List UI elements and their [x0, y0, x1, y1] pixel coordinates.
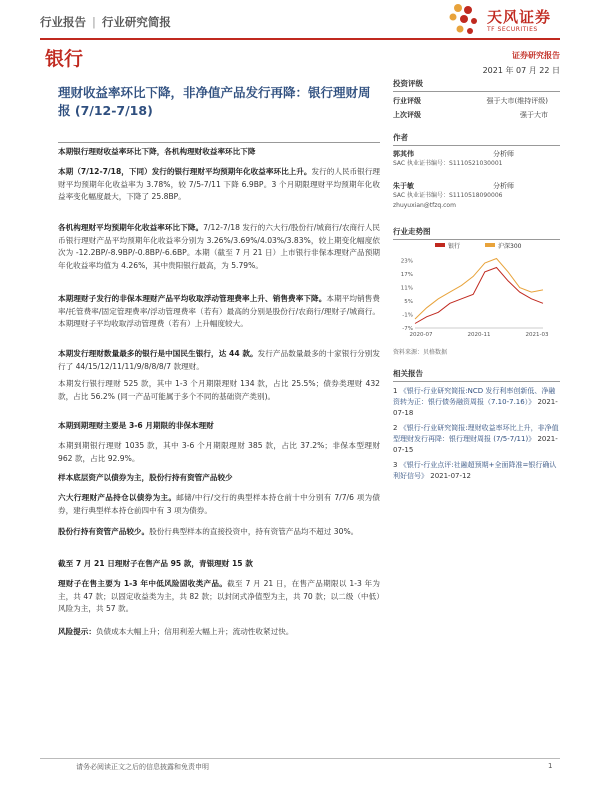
- category-label: 行业报告: [40, 15, 86, 29]
- related-report-item[interactable]: [393, 386, 560, 419]
- analyst-id: SAC 执业证书编号：S1110518090006: [393, 192, 503, 199]
- header-divider: [40, 38, 560, 40]
- related-report-title[interactable]: 《银行-行业研究简报:理财收益率环比上升，非净值型理财发行再降：银行理财周报 (7/5-7/11)》: [393, 424, 559, 443]
- logo-text: 天风证券: [487, 8, 552, 26]
- y-tick-label: 11%: [400, 285, 413, 292]
- subcategory-label: 行业研究简报: [101, 15, 171, 29]
- related-report-date: 2021-07-18: [393, 398, 558, 417]
- legend-label: 沪深300: [498, 243, 522, 250]
- y-tick-label: 5%: [404, 299, 413, 306]
- paragraph-text: 邮储/中行/交行的典型样本持仓前十中分别有 7/7/6 项为债券，建行典型样本持仓前四中有 3 项为债券。: [58, 493, 381, 515]
- page-number: 1: [548, 762, 553, 770]
- logo-subtext: TF SECURITIES: [487, 26, 538, 33]
- x-tick-label: 2020-11: [467, 332, 491, 338]
- series-line: [415, 259, 543, 320]
- paragraph-bold: 风险提示：: [58, 627, 96, 636]
- section-subheading: [58, 420, 380, 433]
- body-top-rule: [58, 142, 380, 143]
- related-report-item[interactable]: [393, 423, 560, 456]
- paragraph-text: 负债成本大幅上升；信用利差大幅上升；流动性收紧过快。: [95, 627, 294, 636]
- industry-rating-value: 强于大市(维持评级): [486, 97, 548, 105]
- paragraph-text: 发行产品数量最多的十家银行分别发行了 44/15/12/11/11/9/8/8/8/7 款理财。: [58, 349, 380, 371]
- body-paragraph: [58, 492, 380, 517]
- analyst-name: 郭其伟: [393, 150, 414, 158]
- legend-swatch: [435, 243, 445, 247]
- analyst-entry: [393, 149, 560, 169]
- related-reports-panel: [393, 368, 560, 486]
- body-paragraph: [58, 578, 380, 616]
- section-subheading: [58, 472, 380, 485]
- body-paragraph: [58, 378, 380, 403]
- related-report-number: 2: [393, 424, 398, 432]
- y-tick-label: -7%: [402, 326, 413, 332]
- analyst-entry: [393, 181, 560, 211]
- paragraph-bold: 样本底层资产以债券为主，股份行持有资管产品较少: [58, 473, 233, 482]
- x-tick-label: 2020-07: [409, 332, 433, 338]
- analyst-email[interactable]: zhuyuxian@tfzq.com: [393, 202, 456, 209]
- paragraph-text: 7/12-7/18 发行的六大行/股份行/城商行/农商行人民币银行理财产品平均预期年化收益率分别为 3.26%/3.69%/4.03%/3.83%，较上期变化幅度依次为 -12.2BP/-8.9BP/-0.8BP/-6.6BP。本期（截至 7 月 21 日）上市银行非保本理财产品预期年化收益率均值为 4.26%，其中贵阳银行最高，为 5.79%。: [58, 223, 381, 270]
- x-tick-label: 2021-03: [525, 332, 549, 338]
- analyst-name: 朱于敏: [393, 182, 414, 190]
- section-subheading: [58, 558, 380, 571]
- chart-source: 资料来源：贝格数据: [393, 349, 448, 356]
- category-separator: |: [92, 15, 96, 29]
- last-rating-label: 上次评级: [393, 111, 421, 119]
- related-heading: 相关报告: [393, 368, 560, 382]
- paragraph-text: 本期发行银行理财 525 款，其中 1-3 个月期限理财 134 款，占比 25.5%；债券类理财 432 款，占比 56.2% (同一产品可能属于多个不同的基础资产类别)。: [58, 379, 380, 401]
- section-title: 银行: [45, 48, 84, 70]
- authors-panel: [393, 132, 560, 211]
- paragraph-text: 截至 7 月 21 日，在售产品期限以 1-3 年为主，共 47 款；以固定收益类为主，共 82 款；以封闭式净值型为主，共 70 款；以二级（中低）风险为主，共 57 款。: [58, 579, 380, 613]
- related-report-number: 1: [393, 387, 398, 395]
- paragraph-text: 股份行典型样本的直接投资中，持有资管产品均不超过 30%。: [149, 527, 359, 536]
- report-category: [40, 14, 171, 30]
- paragraph-bold: 截至 7 月 21 日理财子在售产品 95 款，青银理财 15 款: [58, 559, 253, 568]
- related-report-title[interactable]: 《银行-行业研究简报:NCD 发行利率创新低、净融资转为正：银行债务融资周报（7.10-7.16）》: [393, 387, 556, 406]
- legend-label: 银行: [448, 243, 461, 250]
- paragraph-text: 发行的人民币银行理财平均预期年化收益率为 3.78%，较 7/5-7/11 下降 6.9BP。3 个月期限理财平均预期年化收益率变化幅度最大，下降了 25.8BP。: [58, 167, 380, 201]
- related-report-number: 3: [393, 461, 398, 469]
- authors-heading: 作者: [393, 132, 560, 146]
- chart-panel: [393, 226, 560, 240]
- y-tick-label: 17%: [400, 272, 413, 279]
- paragraph-bold: 理财子在售主要为 1-3 年中低风险固收类产品。: [58, 579, 228, 588]
- chart-heading: 行业走势图: [393, 226, 560, 240]
- analyst-role: 分析师: [493, 182, 514, 190]
- analyst-id: SAC 执业证书编号：S1110521030001: [393, 160, 503, 167]
- body-paragraph: [58, 293, 380, 331]
- last-rating-row: [393, 108, 560, 122]
- footer-divider: [40, 758, 560, 759]
- legend-swatch: [485, 243, 495, 247]
- related-report-title[interactable]: 《银行-行业点评:社融超预期+全面降准=银行确认利好信号》: [393, 461, 557, 480]
- body-paragraph: [58, 526, 380, 539]
- report-type: 证券研究报告: [512, 51, 560, 60]
- body-paragraph: [58, 166, 380, 204]
- last-rating-value: 强于大市: [520, 111, 548, 119]
- related-report-item[interactable]: [393, 460, 560, 482]
- industry-trend-chart: [393, 240, 560, 340]
- analyst-role: 分析师: [493, 150, 514, 158]
- paragraph-bold: 本期发行理财数量最多的银行是中国民生银行，达 44 款。: [58, 349, 258, 358]
- paragraph-bold: 本期到期理财主要是 3-6 月期限的非保本理财: [58, 421, 214, 430]
- paragraph-text: 本期平均销售费率/托管费率/固定管理费率/浮动管理费率（若有）最高的分别是股份行/农商行/理财子/城商行。本期理财子平均收取浮动管理费（若有）上升幅度较大。: [58, 294, 381, 328]
- paragraph-bold: 六大行理财产品持仓以债券为主。: [58, 493, 177, 502]
- report-date: 2021 年 07 月 22 日: [482, 66, 560, 75]
- paragraph-bold: 股份行持有资管产品较少。: [58, 527, 150, 536]
- related-report-date: 2021-07-12: [430, 472, 471, 480]
- body-paragraph: [58, 348, 380, 373]
- rating-panel: [393, 78, 560, 122]
- paragraph-bold: 各机构理财平均预期年化收益率环比下降。: [58, 223, 204, 232]
- y-tick-label: 23%: [400, 258, 413, 265]
- disclaimer-note: 请务必阅读正文之后的信息披露和免责申明: [76, 763, 209, 771]
- rating-heading: 投资评级: [393, 78, 560, 92]
- body-paragraph: [58, 440, 380, 465]
- related-report-date: 2021-07-15: [393, 435, 558, 454]
- industry-rating-label: 行业评级: [393, 97, 421, 105]
- body-paragraph: [58, 222, 380, 272]
- summary-heading: [58, 146, 380, 159]
- paragraph-bold: 本期银行理财收益率环比下降，各机构理财收益率环比下降: [58, 147, 256, 156]
- series-line: [415, 268, 543, 324]
- risk-warning: [58, 626, 380, 639]
- report-title: 理财收益率环比下降，非净值产品发行再降：银行理财周报 (7/12-7/18): [58, 85, 371, 118]
- paragraph-bold: 本期（7/12-7/18，下同）发行的银行理财平均预期年化收益率环比上升。: [58, 167, 312, 176]
- y-tick-label: -1%: [402, 312, 413, 319]
- industry-rating-row: [393, 94, 560, 108]
- paragraph-bold: 本期理财子发行的非保本理财产品平均收取浮动管理费率上升、销售费率下降。: [58, 294, 327, 303]
- paragraph-text: 本期到期银行理财 1035 款，其中 3-6 个月期限理财 385 款，占比 37.2%；非保本型理财 962 款，占比 92.9%。: [58, 441, 380, 463]
